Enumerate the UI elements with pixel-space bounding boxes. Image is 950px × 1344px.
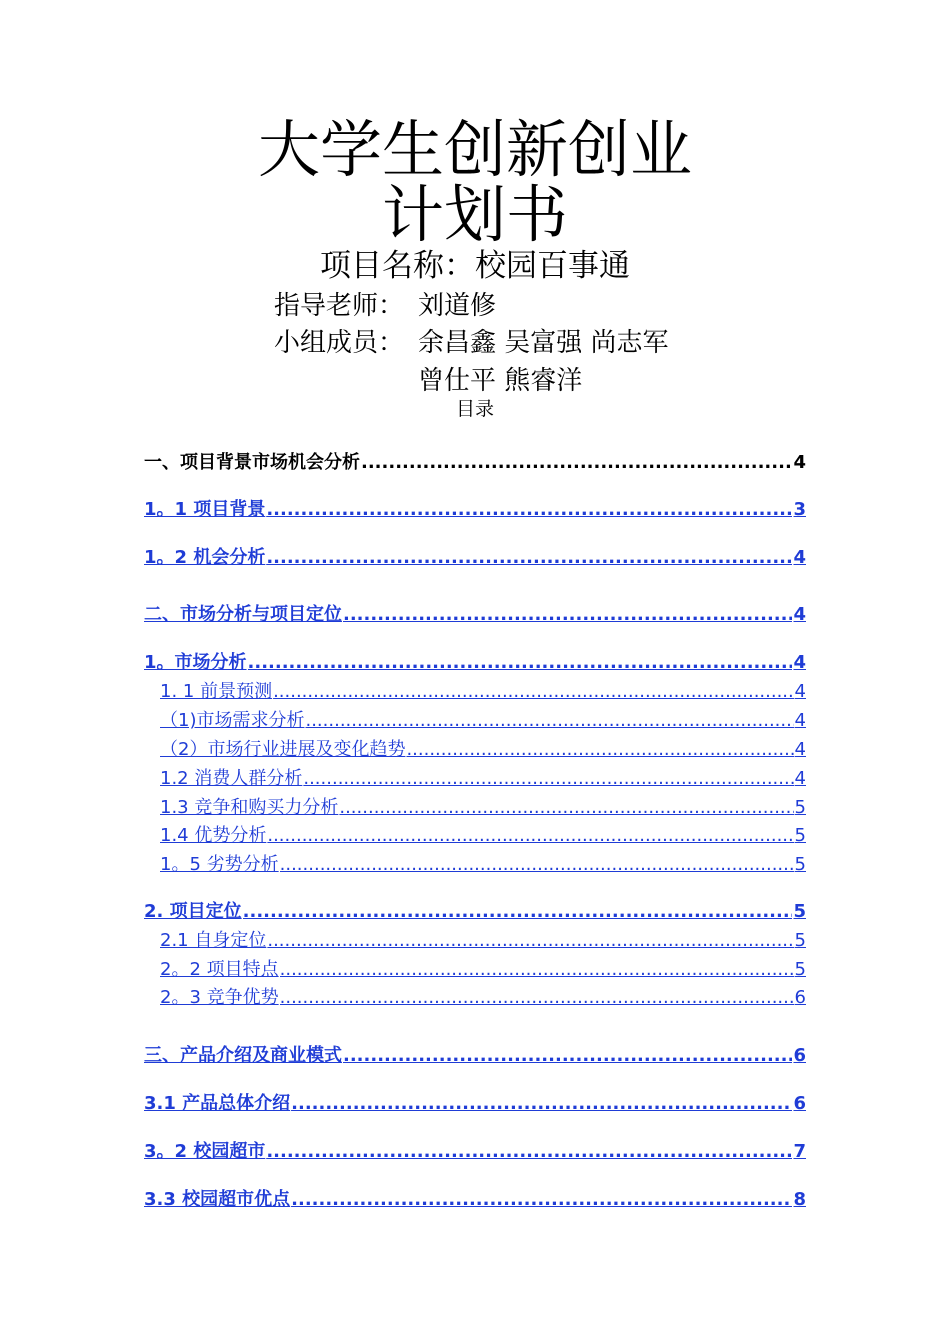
- toc-entry-link[interactable]: 3.1 产品总体介绍 ..... 6: [144, 1093, 806, 1115]
- toc-subentry-link[interactable]: 2.1 自身定位 ..... 5: [160, 930, 806, 952]
- document-title-line1: 大学生创新创业: [257, 113, 692, 186]
- toc-subentry-link[interactable]: （2）市场行业进展及变化趋势 ..... 4: [160, 739, 806, 761]
- toc-entry-link[interactable]: 1。1 项目背景 ..... 3: [144, 499, 806, 521]
- advisor-name: 刘道修: [418, 291, 497, 321]
- members-row: [274, 327, 669, 359]
- toc-title: 目录: [455, 398, 494, 420]
- toc-subentry-link[interactable]: 1。5 劣势分析 ..... 5: [160, 854, 806, 876]
- toc-subentry-link[interactable]: 1.2 消费人群分析 ..... 4: [160, 768, 806, 790]
- toc-subentry-link[interactable]: 1.4 优势分析 ..... 5: [160, 825, 806, 847]
- toc-entry-link[interactable]: 1。市场分析 ..... 4: [144, 652, 806, 674]
- members-line1: 余昌鑫 吴富强 尚志军: [418, 328, 669, 358]
- toc-entry-link[interactable]: 2. 项目定位 ..... 5: [144, 901, 806, 923]
- members-label: 小组成员：: [274, 328, 405, 358]
- document-title-line2: 计划书: [381, 178, 568, 251]
- toc-subentry-link[interactable]: 2。2 项目特点 ..... 5: [160, 959, 806, 981]
- toc-entry-link[interactable]: 三、产品介绍及商业模式 ..... 6: [144, 1045, 806, 1067]
- toc-entry[interactable]: 一、项目背景市场机会分析 ..... 4: [144, 452, 806, 474]
- toc-subentry-link[interactable]: 2。3 竞争优势 ..... 6: [160, 987, 806, 1009]
- toc-entry-link[interactable]: 二、市场分析与项目定位 ..... 4: [144, 604, 806, 626]
- toc-subentry-link[interactable]: 1. 1 前景预测 ..... 4: [160, 681, 806, 703]
- members-row-2: [274, 365, 582, 397]
- advisor-label: 指导老师：: [274, 291, 405, 321]
- toc-entry-link[interactable]: 3。2 校园超市 ..... 7: [144, 1141, 806, 1163]
- toc-subentry-link[interactable]: 1.3 竞争和购买力分析 ..... 5: [160, 797, 806, 819]
- advisor-row: [274, 290, 496, 322]
- toc-entry-link[interactable]: 3.3 校园超市优点 ..... 8: [144, 1189, 806, 1211]
- project-name: 项目名称：校园百事通: [320, 248, 630, 284]
- toc-subentry-link[interactable]: （1)市场需求分析 ..... 4: [160, 710, 806, 732]
- members-line2: 曾仕平 熊睿洋: [418, 366, 583, 396]
- toc-entry-link[interactable]: 1。2 机会分析 ..... 4: [144, 547, 806, 569]
